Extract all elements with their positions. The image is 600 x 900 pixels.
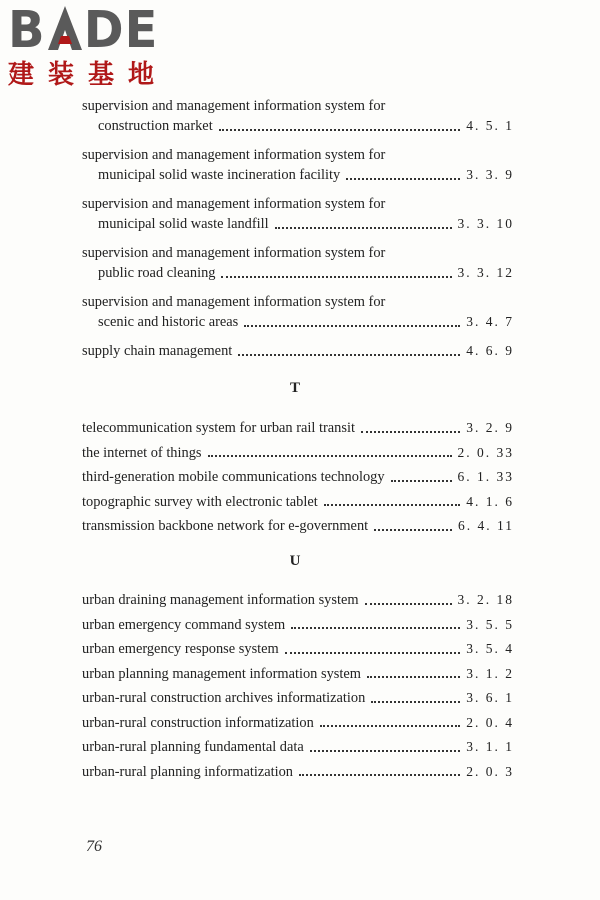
index-reference: 6. 1. 33	[457, 469, 514, 485]
index-reference: 3. 5. 5	[466, 616, 514, 632]
leader-dots	[320, 724, 460, 727]
index-entry	[82, 467, 514, 487]
index-entry	[82, 664, 514, 684]
leader-dots	[310, 749, 460, 752]
index-reference: 2. 0. 33	[457, 444, 514, 460]
index-term: transmission backbone network for e-government	[82, 518, 369, 535]
leader-dots	[324, 503, 460, 506]
index-term: telecommunication system for urban rail transit	[82, 420, 355, 436]
leader-dots	[219, 128, 461, 131]
index-reference: 3. 4. 7	[466, 314, 514, 329]
index-reference: 4. 1. 6	[466, 493, 514, 509]
index-term: topographic survey with electronic tablet	[82, 493, 318, 510]
leader-dots	[299, 773, 460, 776]
index-term: supply chain management	[82, 343, 233, 359]
leader-dots	[221, 275, 451, 278]
index-entry	[82, 737, 514, 757]
index-entry	[82, 418, 514, 438]
leader-dots	[275, 226, 452, 229]
index-term: urban-rural construction informatization	[82, 714, 314, 731]
leader-dots	[367, 675, 460, 678]
index-entry	[82, 762, 514, 782]
index-reference: 3. 1. 1	[466, 739, 514, 754]
leader-dots	[374, 528, 452, 531]
leader-dots	[291, 626, 460, 629]
logo-wordmark: B DE	[8, 0, 159, 60]
index-term: urban-rural construction archives informatization	[82, 690, 366, 706]
index-term: urban-rural planning fundamental data	[82, 739, 304, 755]
index-term: urban emergency command system	[82, 616, 286, 633]
index-entry	[82, 590, 514, 610]
index-reference: 3. 6. 1	[466, 690, 514, 705]
index-term-first-line: supervision and management information system for	[82, 294, 386, 310]
index-term: urban emergency response system	[82, 641, 279, 657]
index-entry	[82, 615, 514, 635]
index-term: urban planning management information system	[82, 665, 361, 682]
index-reference: 3. 5. 4	[466, 641, 514, 656]
index-entry	[82, 688, 514, 708]
index-term: third-generation mobile communications technology	[82, 469, 385, 486]
index-term: urban-rural planning informatization	[82, 763, 293, 780]
section-letter-u: U	[289, 553, 301, 569]
index-term: municipal solid waste landfill	[98, 216, 269, 232]
index-term: the internet of things	[82, 444, 202, 461]
index-entry	[82, 96, 514, 136]
index-entry	[82, 341, 514, 361]
logo-chinese-text: 建装基地	[8, 60, 169, 90]
index-entry	[82, 639, 514, 659]
index-reference: 2. 0. 3	[466, 763, 514, 779]
index-entry	[82, 516, 514, 536]
page-number: 76	[86, 838, 102, 855]
index-reference: 4. 6. 9	[466, 343, 514, 358]
index-reference: 3. 3. 10	[457, 216, 514, 231]
leader-dots	[244, 324, 460, 327]
index-reference: 3. 2. 18	[457, 592, 514, 607]
leader-dots	[208, 454, 452, 457]
index-reference: 3. 3. 12	[457, 265, 514, 280]
leader-dots	[365, 602, 452, 605]
section-letter-t: T	[289, 380, 300, 396]
index-entry	[82, 713, 514, 733]
index-term: urban draining management information system	[82, 592, 359, 608]
index-reference: 2. 0. 4	[466, 714, 514, 730]
index-entry	[82, 194, 514, 234]
index-term-first-line: supervision and management information system for	[82, 147, 386, 163]
leader-dots	[346, 177, 460, 180]
index-reference: 4. 5. 1	[466, 118, 514, 133]
index-reference: 6. 4. 11	[458, 518, 514, 534]
index-reference: 3. 3. 9	[466, 167, 514, 182]
index-term-first-line: supervision and management information system for	[82, 98, 386, 114]
index-entry	[82, 492, 514, 512]
leader-dots	[391, 479, 452, 482]
logo-a-glyph	[48, 6, 82, 50]
bade-logo	[8, 0, 169, 90]
index-term: scenic and historic areas	[98, 314, 239, 330]
index-entry	[82, 443, 514, 463]
leader-dots	[285, 651, 461, 654]
index-term-first-line: supervision and management information system for	[82, 245, 386, 261]
index-entry	[82, 292, 514, 332]
index-entry	[82, 243, 514, 283]
index-term-first-line: supervision and management information system for	[82, 196, 386, 212]
index-term: construction market	[98, 118, 213, 134]
leader-dots	[238, 353, 460, 356]
leader-dots	[361, 430, 460, 433]
index-term: municipal solid waste incineration facility	[98, 167, 341, 183]
index-reference: 3. 1. 2	[466, 665, 514, 681]
leader-dots	[371, 700, 460, 703]
index-reference: 3. 2. 9	[466, 420, 514, 435]
index-entry	[82, 145, 514, 185]
index-term: public road cleaning	[98, 265, 216, 281]
